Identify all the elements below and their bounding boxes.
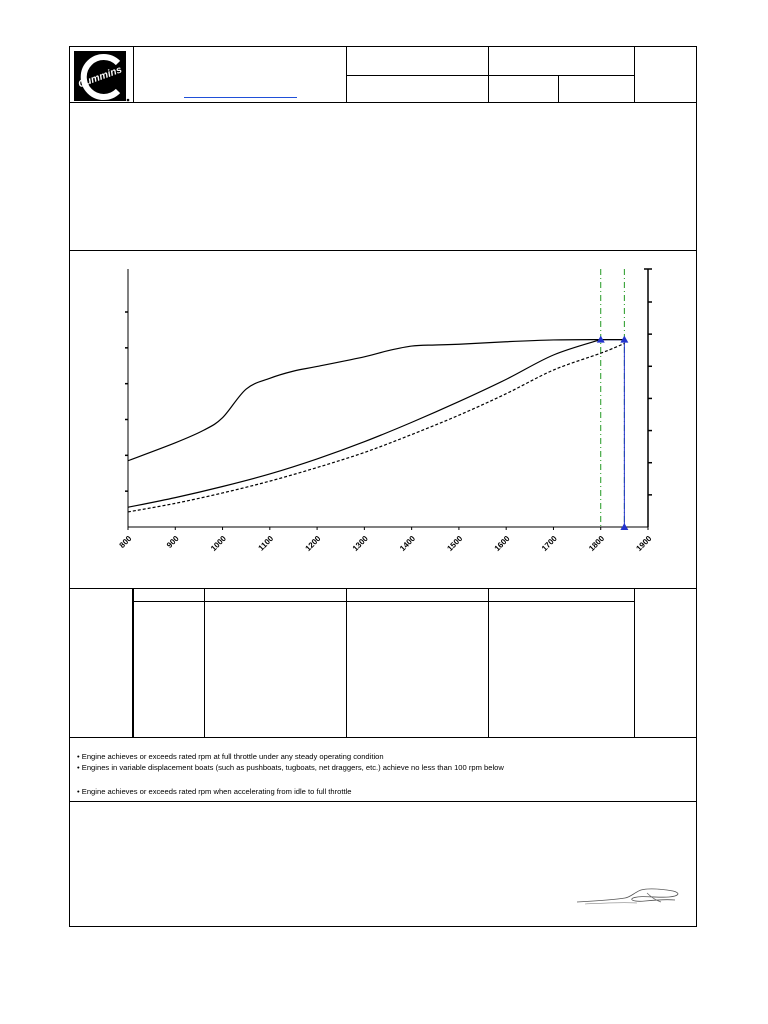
x-tick-label: 1800 [587,534,607,553]
note-line: • Engine achieves or exceeds rated rpm at full throttle under any steady operating condition [77,752,384,761]
table-divider [634,588,635,738]
section-divider [70,588,696,589]
x-tick-label: 800 [117,534,134,550]
section-divider [70,102,696,103]
header-divider [634,47,635,102]
x-tick-label: 1700 [539,534,559,553]
section-divider [70,801,696,802]
x-tick-label: 1100 [256,534,276,553]
series-3-line [128,344,624,512]
section-divider [70,250,696,251]
notes-block [77,751,504,797]
engine-performance-chart [110,262,670,562]
table-divider [204,588,205,738]
note-line: • Engine achieves or exceeds rated rpm when accelerating from idle to full throttle [77,787,352,796]
logo-wordmark: Cummins [76,64,124,91]
note-line: • Engines in variable displacement boats (such as pushboats, tugboats, net draggers, etc.) achieve no less than 100 rpm below [77,763,504,772]
x-tick-label: 1000 [209,534,228,553]
x-tick-label: 1200 [303,534,323,553]
x-tick-label: 1300 [350,534,370,553]
header-divider [558,75,559,102]
header-row-divider [346,75,634,76]
table-divider [488,588,489,738]
x-tick-label: 1600 [492,534,512,553]
hyperlink-underline[interactable] [184,97,297,98]
table-header-divider [132,601,634,602]
series-1-line [128,340,624,461]
table-divider [346,588,347,738]
x-tick-label: 1900 [634,534,654,553]
x-tick-label: 1500 [445,534,465,553]
x-tick-label: 900 [164,534,181,550]
table-divider [132,588,134,738]
datasheet-frame [69,46,697,927]
header-divider [133,47,134,102]
series-2-line [128,340,601,508]
x-tick-label: 1400 [398,534,418,553]
cummins-logo [74,51,130,103]
registered-mark-icon [127,99,130,102]
section-divider [70,737,696,738]
signature [575,883,687,909]
